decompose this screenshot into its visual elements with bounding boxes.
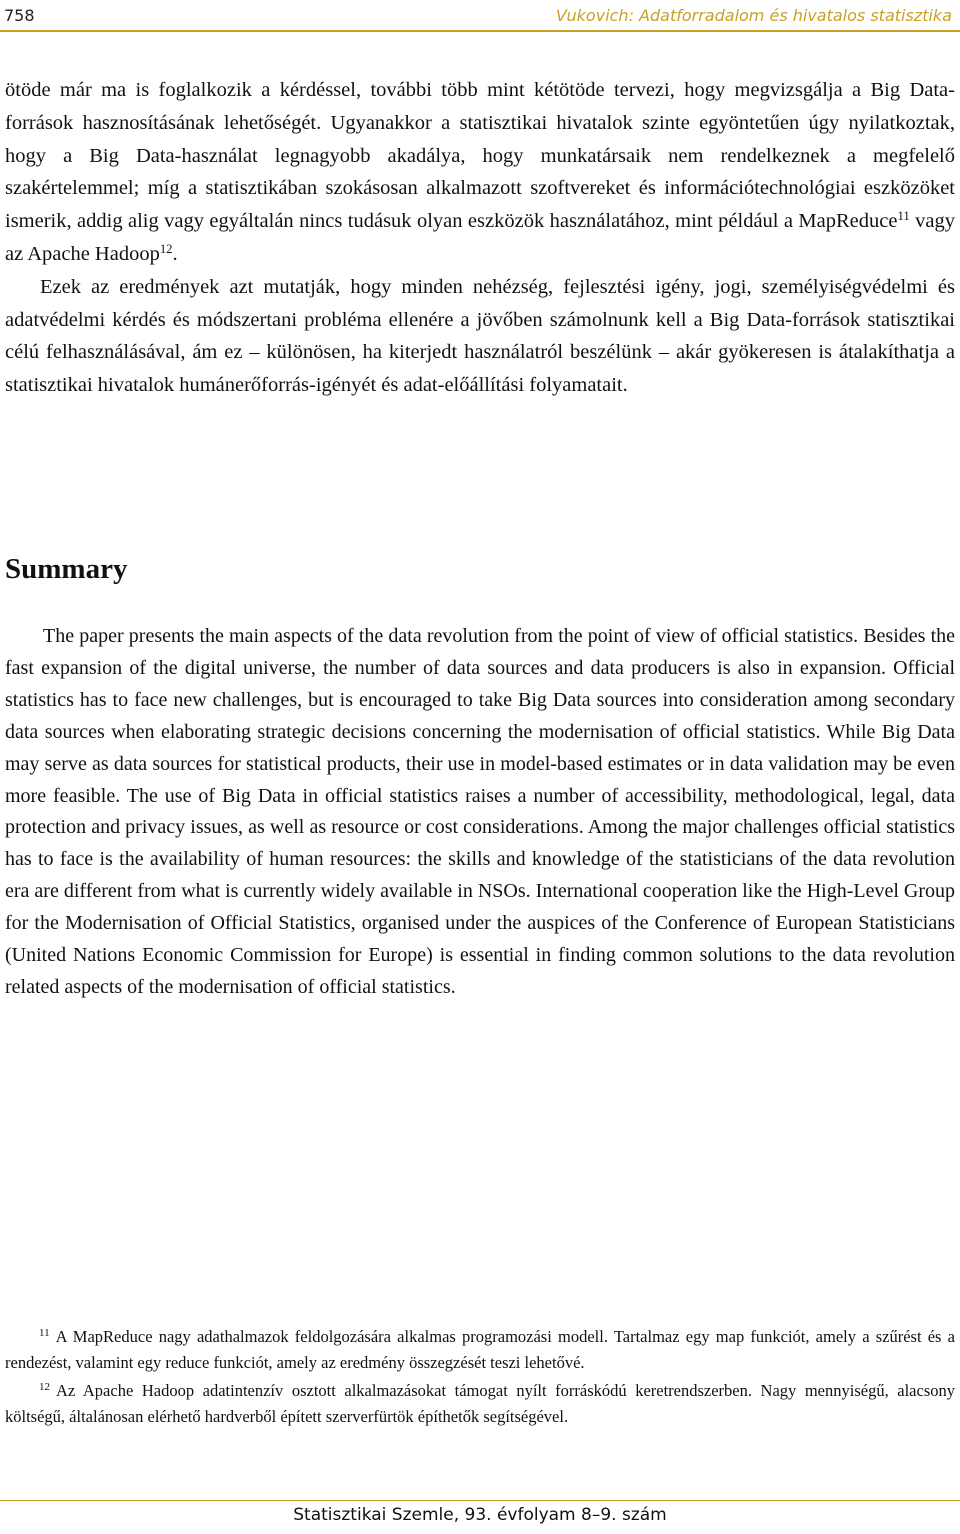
summary-paragraph: The paper presents the main aspects of the data revolution from the point of view of official statistics. Besides the fast expansion of the digital universe, the number of data sources and data producers is also in expansion. Official statistics has to face new challenges, but is encouraged to take Big Data sources into consideration among secondary data sources when elaborating strategic decisions concerning the modernisation of official statistics. While Big Data may serve as data sources for statistical products, their use in model-based estimates or in data validation may be even more feasible. The use of Big Data in official statistics raises a number of accessibility, methodological, legal, data protection and privacy issues, as well as resource or cost considerations. Among the major challenges official statistics has to face is the availability of human resources: the skills and knowledge of the statisticians of the data revolution era are different from what is currently widely available in NSOs. International cooperation like the High-Level Group for the Modernisation of Official Statistics, organised under the auspices of the Conference of European Statisticians (United Nations Economic Commission for Europe) is essential in finding common solutions to the data revolution related aspects of the modernisation of official statistics. [5, 625, 955, 998]
running-title: Vukovich: Adatforradalom és hivatalos statisztika [555, 5, 952, 25]
header-divider [0, 30, 960, 32]
footnote-11-number: 11 [39, 1327, 50, 1339]
footnote-11 [5, 1321, 955, 1375]
running-header [4, 0, 952, 30]
body-paragraph-2: Ezek az eredmények azt mutatják, hogy minden nehézség, fejlesztési igény, jogi, személyiségvédelmi és adatvédelmi kérdés és módszertani probléma ellenére a jövőben számolnunk kell a Big Data-források statisztikai célú felhasználásával, ám ez – különösen, ha kiterjedt használatról beszélünk – akár gyökeresen is átalakíthatja a statisztikai hivatalok humánerőforrás-igényét és adat-előállítási folyamatait. [5, 275, 955, 397]
footnote-ref-11[interactable]: 11 [897, 209, 910, 224]
footnote-12 [5, 1375, 955, 1429]
footer-divider [0, 1500, 960, 1501]
footnote-11-text: A MapReduce nagy adathalmazok feldolgozására alkalmas programozási modell. Tartalmaz egy map funkciót, amely a szűrést és a rendezést, valamint egy reduce funkciót, amely az eredmény összegzését teszi lehetővé. [5, 1327, 955, 1372]
body-paragraph-1 [5, 74, 955, 271]
summary-heading: Summary [5, 553, 128, 585]
body-paragraph-1-end: . [172, 242, 178, 265]
page-number: 758 [4, 5, 35, 25]
footnotes [5, 1321, 955, 1429]
footnote-12-number: 12 [39, 1381, 50, 1393]
footnote-12-text: Az Apache Hadoop adatintenzív osztott alkalmazásokat támogat nyílt forráskódú keretrendszerben. Nagy mennyiségű, alacsony költségű, általánosan elérhető hardverből épített szerverfürtök építhetők segítségével. [5, 1381, 955, 1426]
body-paragraph-1-text: ötöde már ma is foglalkozik a kérdéssel, további több mint kétötöde tervezi, hogy megvizsgálja a Big Data-források hasznosításának lehetőségét. Ugyanakkor a statisztikai hivatalok szinte egyöntetűen úgy nyilatkoztak, hogy a Big Data-használat legnagyobb akadálya, hogy munkatársaik nem rendelkeznek a megfelelő szakértelemmel; míg a statisztikában szokásosan alkalmazott szoftvereket és információtechnológiai eszközöket ismerik, addig alig vagy egyáltalán nincs tudásuk olyan eszközök használatához, mint például a MapReduce [5, 79, 955, 233]
main-body [5, 74, 955, 402]
journal-footer: Statisztikai Szemle, 93. évfolyam 8–9. szám [293, 1505, 667, 1525]
body-paragraph-1-mid: vagy az Apache Hadoop [5, 210, 955, 265]
footnote-ref-12[interactable]: 12 [159, 242, 173, 256]
